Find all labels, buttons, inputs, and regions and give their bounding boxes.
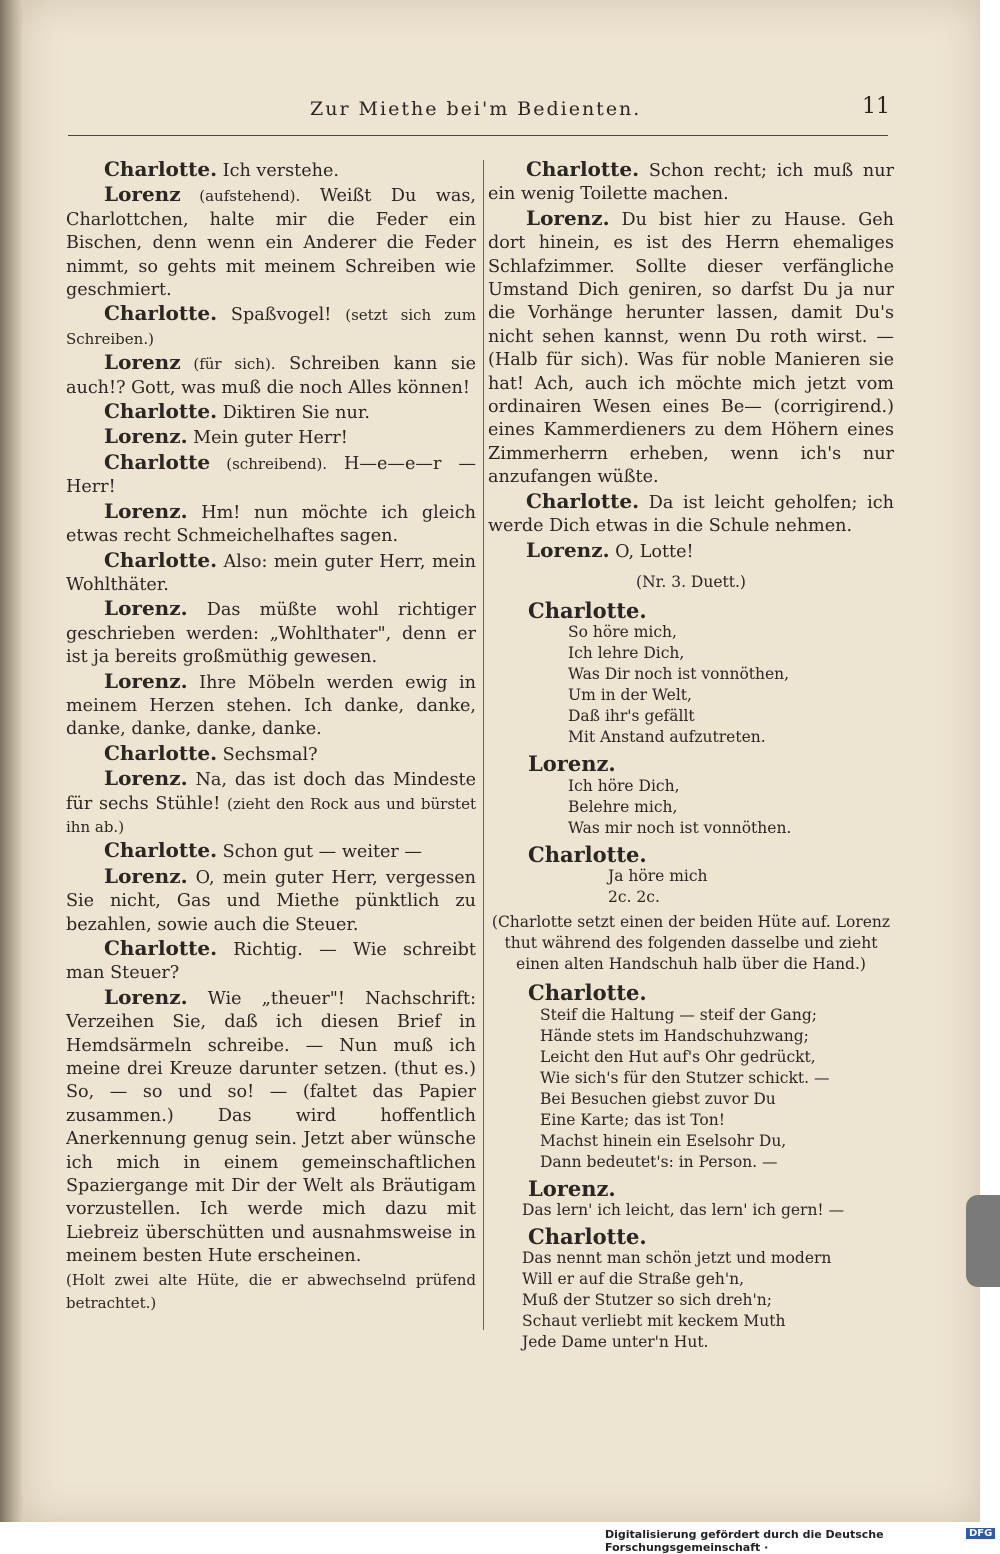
verse-line: Bei Besuchen giebst zuvor Du (540, 1089, 776, 1108)
page-tab-marker (966, 1195, 1000, 1287)
dialogue-text: Du bist hier zu Hause. Geh dort hinein, es ist des Herrn ehemaliges Schlafzimmer. Sollte dieser verfängliche Umstand Dich geniren, so darfst Du ja nur die Vorhänge herunter lassen, damit Du's nicht sehen kannst, wenn Du roth wirst. — (Halb für sich). Was für noble Manieren sie hat! Ach, auch ich möchte mich jetzt vom ordinairen Wesen eines Be— (corrigirend.) eines Kammerdieners zu dem Höhern eines Zimmerherrn erheben, wenn ich's nur anzufangen wüßte. (488, 209, 894, 488)
verse-line: Dann bedeutet's: in Person. — (540, 1152, 778, 1171)
dialogue-paragraph (488, 490, 894, 539)
dialogue-paragraph (66, 597, 476, 669)
verse-line: Was mir noch ist vonnöthen. (568, 818, 792, 837)
song-singer: Charlotte. (528, 980, 647, 1006)
speaker-name: Lorenz. (104, 498, 188, 523)
right-column (488, 158, 894, 1353)
dialogue-text: Ihre Möbeln werden ewig in meinem Herzen stehen. Ich danke, danke, danke, danke, danke, danke. (66, 672, 476, 740)
verse-line: Ja höre mich (608, 867, 708, 886)
dialogue-text: Schon gut — weiter — (217, 842, 423, 863)
dialogue-text: Ich verstehe. (217, 161, 339, 181)
stage-direction: (zieht den Rock aus und bürstet ihn ab.) (66, 794, 476, 836)
dialogue-text: Hm! nun möchte ich gleich etwas recht Schmeichelhaftes sagen. (66, 502, 476, 547)
book-spine (0, 0, 22, 1522)
verse-line: Was Dir noch ist vonnöthen, (568, 665, 790, 684)
dialogue-text: Spaßvogel! (217, 305, 346, 326)
dialogue-text: Wie „theuer"! Nachschrift: Verzeihen Sie, daß ich diesen Brief in Hemdsärmeln schreibe. — Nun muß ich meine drei Kreuze darunter setzen. (thut es.) So, — so und so! — (faltet das Papier zusammen.) Das wird hoffentlich Anerkennung genug sein. Jetzt aber wünsche ich mich in einem gemeinschaftlichen Spaziergange mit Dir der Welt als Bräutigam vorzustellen. Ich werde mich dazu mit Liebreiz überschütten und ausnahmsweise in meinem besten Hute erscheinen. (66, 988, 476, 1267)
verse-line: Das lern' ich leicht, das lern' ich gern! — (522, 1200, 845, 1219)
dialogue-paragraph (66, 1269, 476, 1316)
verse-line: Machst hinein ein Eselsohr Du, (540, 1131, 787, 1150)
dialogue-text: Diktiren Sie nur. (217, 403, 370, 424)
dialogue-text: Na, das ist doch das Mindeste für sechs Stühle! (66, 770, 476, 814)
speaker-name: Charlotte. (104, 740, 218, 765)
verse-line: Hände stets im Handschuhzwang; (540, 1026, 809, 1045)
song-verse (568, 776, 894, 839)
song-singer: Charlotte. (528, 1223, 647, 1249)
dialogue-paragraph (488, 158, 894, 207)
dialogue-paragraph (66, 670, 476, 742)
speaker-name: Lorenz. (104, 424, 188, 449)
dialogue-paragraph (66, 865, 476, 937)
dialogue-text: Also: mein guter Herr, mein Wohlthäter. (66, 551, 476, 595)
dialogue-paragraph (66, 500, 476, 549)
dialogue-paragraph (66, 937, 476, 986)
speaker-name: Charlotte. (104, 157, 218, 181)
dialogue-paragraph (66, 549, 476, 598)
dialogue-paragraph (66, 351, 476, 400)
dialogue-paragraph (66, 425, 476, 450)
dialogue-text: Richtig. — Wie schreibt man Steuer? (66, 940, 476, 984)
speaker-name: Charlotte. (104, 301, 218, 326)
speaker-name: Lorenz. (104, 984, 188, 1009)
verse-line: Daß ihr's gefällt (568, 707, 695, 726)
number-heading: (Nr. 3. Duett.) (636, 572, 746, 591)
stage-direction: (schreibend). (210, 454, 328, 473)
speaker-name: Lorenz (104, 182, 181, 207)
dialogue-text: H—e—e—r — Herr! (66, 453, 476, 498)
dfg-logo: DFG (966, 1528, 995, 1539)
verse-line: Mit Anstand aufzutreten. (568, 728, 766, 747)
verse-line: Belehre mich, (568, 797, 678, 816)
song-verse (568, 622, 894, 748)
dialogue-paragraph (488, 539, 894, 564)
verse-line: Um in der Welt, (568, 686, 692, 705)
song-verse (522, 1200, 894, 1221)
song-singer: Charlotte. (528, 597, 647, 623)
dialogue-text: Da ist leicht geholfen; ich werde Dich etwas in die Schule nehmen. (488, 492, 894, 537)
song-singer: Lorenz. (528, 751, 616, 777)
song-singer: Charlotte. (528, 841, 647, 867)
dialogue-paragraph (66, 767, 476, 839)
speaker-name: Charlotte. (104, 547, 218, 572)
speaker-name: Lorenz. (526, 537, 610, 562)
speaker-name: Charlotte. (104, 399, 218, 424)
running-title: Zur Miethe bei'm Bedienten. (310, 98, 642, 120)
speaker-name: Charlotte. (104, 838, 218, 863)
speaker-name: Charlotte. (526, 488, 640, 513)
speaker-name: Lorenz. (526, 205, 610, 230)
dialogue-paragraph (66, 400, 476, 425)
dialogue-text: O, Lotte! (609, 541, 694, 562)
stage-direction: (Holt zwei alte Hüte, die er abwechselnd prüfend betrachtet.) (66, 1270, 476, 1313)
dialogue-paragraph (66, 839, 476, 864)
verse-line: Steif die Haltung — steif der Gang; (540, 1005, 817, 1024)
verse-line: So höre mich, (568, 623, 677, 642)
verse-line: Schaut verliebt mit keckem Muth (522, 1312, 786, 1331)
dialogue-paragraph (66, 183, 476, 302)
dialogue-text: O, mein guter Herr, vergessen Sie nicht, Gas und Miethe pünktlich zu bezahlen, sowie auch die Steuer. (66, 867, 476, 935)
verse-line: Wie sich's für den Stutzer schickt. — (540, 1068, 830, 1087)
speaker-name: Charlotte (104, 449, 211, 474)
verse-line: Das nennt man schön jetzt und modern (522, 1249, 832, 1268)
dialogue-text: Mein guter Herr! (187, 428, 348, 449)
speaker-name: Lorenz. (104, 596, 188, 621)
dialogue-text: Schreiben kann sie auch!? Gott, was muß die noch Alles können! (66, 354, 476, 398)
header-rule (68, 135, 888, 136)
verse-line: Eine Karte; das ist Ton! (540, 1110, 725, 1129)
speaker-name: Lorenz (104, 350, 181, 375)
song-verse (608, 866, 894, 908)
left-column (66, 158, 476, 1316)
dialogue-text: Weißt Du was, Charlottchen, halte mir die Feder ein Bischen, denn wenn ein Anderer die Feder nimmt, so gehts mit meinem Schreiben wie geschmiert. (66, 186, 476, 301)
dialogue-paragraph (66, 451, 476, 500)
stage-direction: (aufstehend). (180, 187, 301, 206)
verse-line: 2c. 2c. (608, 888, 660, 907)
footer-credit: Digitalisierung gefördert durch die Deutsche Forschungsgemeinschaft · (605, 1528, 884, 1554)
column-divider (483, 160, 484, 1330)
page-number: 11 (862, 94, 890, 119)
dialogue-text: Schon recht; ich muß nur ein wenig Toilette machen. (488, 161, 894, 205)
verse-line: Ich höre Dich, (568, 776, 680, 795)
stage-direction: (setzt sich zum Schreiben.) (66, 306, 476, 348)
right-dialogue (488, 158, 894, 564)
speaker-name: Charlotte. (104, 936, 218, 960)
dialogue-text: Das müßte wohl richtiger geschrieben werden: „Wohlthater", denn er ist ja bereits großmüthig gewesen. (66, 600, 476, 668)
verse-line: Ich lehre Dich, (568, 644, 685, 663)
dialogue-text: Sechsmal? (217, 744, 318, 765)
verse-line: Muß der Stutzer so sich dreh'n; (522, 1291, 772, 1310)
dialogue-paragraph (66, 742, 476, 767)
speaker-name: Charlotte. (526, 157, 640, 181)
stage-direction: (Charlotte setzt einen der beiden Hüte auf. Lorenz thut während des folgenden dasselbe und zieht einen alten Handschuh halb über die Hand.) (491, 913, 891, 974)
speaker-name: Lorenz. (104, 766, 188, 791)
dialogue-paragraph (66, 986, 476, 1269)
song-singer: Lorenz. (528, 1175, 616, 1201)
speaker-name: Lorenz. (104, 668, 188, 693)
stage-direction: (für sich). (180, 355, 276, 374)
verse-line: Leicht den Hut auf's Ohr gedrückt, (540, 1047, 816, 1066)
dialogue-paragraph (66, 158, 476, 183)
song-verse (522, 1248, 894, 1353)
dialogue-paragraph (66, 302, 476, 351)
dialogue-paragraph (488, 207, 894, 490)
verse-line: Will er auf die Straße geh'n, (522, 1270, 745, 1289)
speaker-name: Lorenz. (104, 863, 188, 888)
song-verse (540, 1005, 894, 1173)
verse-line: Jede Dame unter'n Hut. (522, 1333, 709, 1352)
